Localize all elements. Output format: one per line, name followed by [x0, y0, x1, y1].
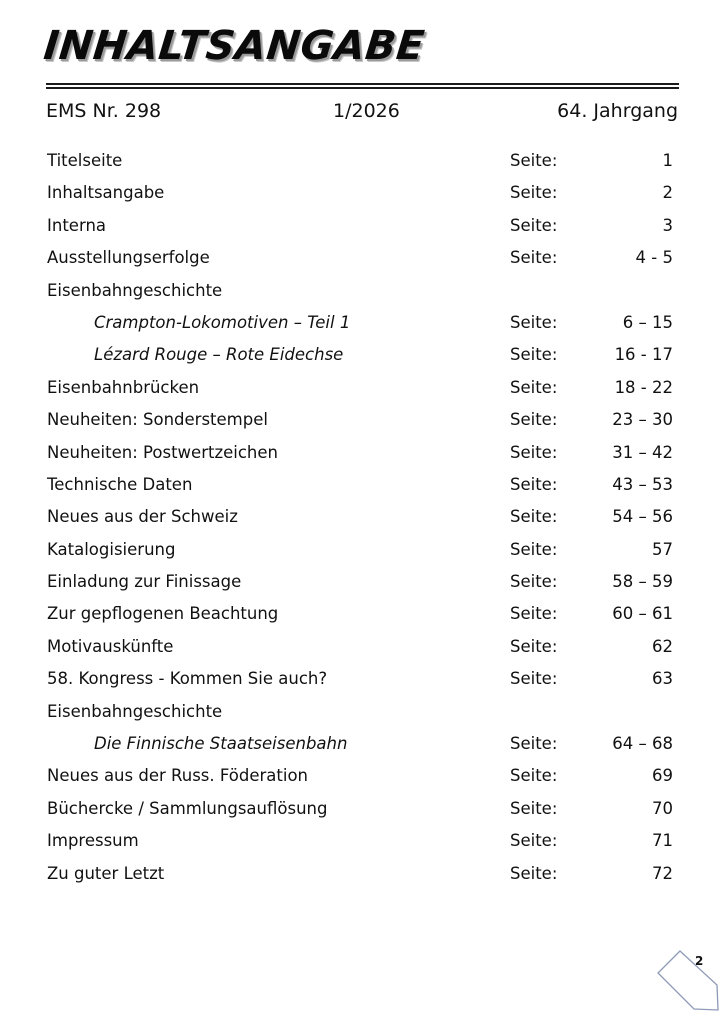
- toc-page-label: Seite:: [510, 183, 558, 203]
- toc-page-range: 72: [652, 863, 673, 883]
- toc-subentry: [0, 732, 727, 764]
- toc-page-label: Seite:: [510, 766, 558, 786]
- toc-entry-title: Titelseite: [47, 151, 123, 170]
- toc-page-range: 71: [652, 831, 673, 851]
- toc-entry: [0, 149, 727, 181]
- toc-entry: [0, 376, 727, 408]
- toc-page-label: Seite:: [510, 215, 558, 235]
- toc-page-range: 3: [662, 215, 673, 235]
- toc-page-range: 64 – 68: [612, 734, 673, 754]
- toc-entry-title: Neuheiten: Postwertzeichen: [47, 442, 278, 462]
- toc-page-label: Seite:: [510, 863, 558, 883]
- toc-page-label: Seite:: [510, 442, 558, 462]
- toc-page-range: 57: [652, 539, 673, 559]
- toc-entry-title: Inhaltsangabe: [47, 183, 165, 203]
- toc-entry-title: Ausstellungserfolge: [47, 248, 210, 268]
- toc-page-range: 16 - 17: [614, 345, 673, 365]
- toc-entry-title: Einladung zur Finissage: [47, 572, 242, 592]
- issue-header: [46, 100, 678, 126]
- toc-entry-title: Zur gepflogenen Beachtung: [47, 604, 279, 624]
- toc-subentry: [0, 343, 727, 375]
- toc-entry-title: Die Finnische Staatseisenbahn: [94, 734, 348, 754]
- toc-entry: [0, 700, 727, 732]
- toc-entry-title: Büchercke / Sammlungsauflösung: [47, 798, 328, 818]
- toc-page-range: 60 – 61: [612, 604, 673, 624]
- toc-page-label: Seite:: [510, 312, 558, 332]
- toc-page-label: Seite:: [510, 377, 558, 397]
- toc-page-label: Seite:: [510, 474, 558, 494]
- toc-page-range: 23 – 30: [612, 410, 673, 430]
- toc-page-range: 4 - 5: [635, 248, 673, 268]
- page-number-badge: [655, 948, 721, 1014]
- toc-entry-title: Lézard Rouge – Rote Eidechse: [94, 345, 344, 365]
- toc-entry-title: Eisenbahngeschichte: [47, 280, 223, 300]
- edition: 1/2026: [333, 100, 400, 122]
- toc-page-range: 6 – 15: [622, 312, 673, 332]
- page-title: INHALTSANGABE: [41, 23, 427, 69]
- toc-page-label: Seite:: [510, 151, 558, 170]
- toc-entry: [0, 764, 727, 796]
- toc-page-label: Seite:: [510, 345, 558, 365]
- toc-page-range: 62: [652, 636, 673, 656]
- toc-entry-title: Crampton-Lokomotiven – Teil 1: [94, 312, 351, 332]
- toc-page-label: Seite:: [510, 798, 558, 818]
- toc-page-label: Seite:: [510, 734, 558, 754]
- toc-entry: [0, 635, 727, 667]
- toc-page-label: Seite:: [510, 507, 558, 527]
- toc-subentry: [0, 311, 727, 343]
- toc-entry: [0, 473, 727, 505]
- toc-page-label: Seite:: [510, 410, 558, 430]
- toc-page-label: Seite:: [510, 572, 558, 592]
- toc-page-label: Seite:: [510, 669, 558, 689]
- toc-entry: [0, 538, 727, 570]
- toc-entry-title: Eisenbahngeschichte: [47, 701, 223, 721]
- toc-entry-title: Neues aus der Schweiz: [47, 507, 238, 527]
- toc-page-range: 18 - 22: [614, 377, 673, 397]
- toc-entry-title: Interna: [47, 215, 107, 235]
- table-of-contents: [0, 149, 727, 894]
- toc-page-range: 69: [652, 766, 673, 786]
- page-number: 2: [695, 954, 704, 968]
- volume: 64. Jahrgang: [557, 100, 678, 122]
- toc-entry-title: Impressum: [47, 831, 139, 851]
- toc-entry-title: 58. Kongress - Kommen Sie auch?: [47, 669, 328, 689]
- issue-number: EMS Nr. 298: [46, 100, 162, 122]
- toc-entry: [0, 214, 727, 246]
- toc-entry: [0, 408, 727, 440]
- toc-page-label: Seite:: [510, 831, 558, 851]
- toc-entry-title: Neuheiten: Sonderstempel: [47, 410, 268, 430]
- toc-page-range: 1: [662, 151, 673, 170]
- toc-page-range: 54 – 56: [612, 507, 673, 527]
- toc-entry: [0, 181, 727, 213]
- toc-page-label: Seite:: [510, 636, 558, 656]
- toc-entry: [0, 797, 727, 829]
- toc-page-range: 2: [662, 183, 673, 203]
- toc-page-label: Seite:: [510, 248, 558, 268]
- toc-entry-title: Technische Daten: [47, 474, 193, 494]
- toc-page-label: Seite:: [510, 604, 558, 624]
- toc-entry: [0, 829, 727, 861]
- toc-page-label: Seite:: [510, 539, 558, 559]
- toc-entry-title: Zu guter Letzt: [47, 863, 165, 883]
- toc-page-range: 43 – 53: [612, 474, 673, 494]
- toc-entry: [0, 570, 727, 602]
- toc-page-range: 58 – 59: [612, 572, 673, 592]
- toc-entry: [0, 441, 727, 473]
- toc-entry-title: Eisenbahnbrücken: [47, 377, 200, 397]
- header-rule-top: [46, 83, 679, 85]
- header-rule-bottom: [46, 87, 679, 89]
- toc-page-range: 31 – 42: [612, 442, 673, 462]
- toc-entry: [0, 862, 727, 894]
- toc-page-range: 70: [652, 798, 673, 818]
- toc-entry: [0, 667, 727, 699]
- toc-page-range: 63: [652, 669, 673, 689]
- pentagon-badge-icon: [655, 948, 721, 1014]
- toc-entry-title: Motivauskünfte: [47, 636, 174, 656]
- toc-entry: [0, 279, 727, 311]
- toc-entry: [0, 246, 727, 278]
- toc-entry-title: Neues aus der Russ. Föderation: [47, 766, 308, 786]
- toc-entry-title: Katalogisierung: [47, 539, 176, 559]
- toc-entry: [0, 505, 727, 537]
- toc-entry: [0, 602, 727, 634]
